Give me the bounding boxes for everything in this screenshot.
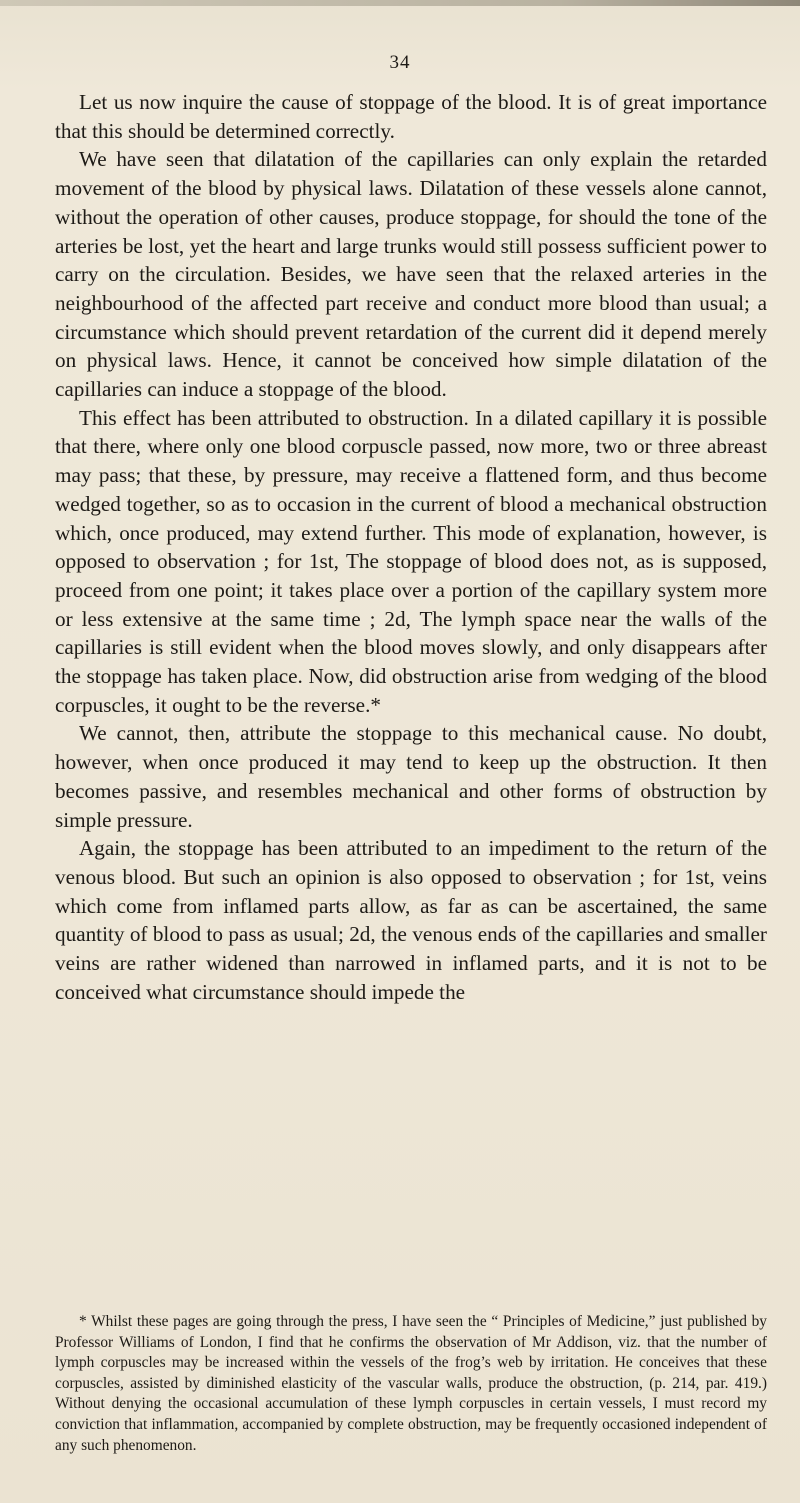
paragraph-4: We cannot, then, attribute the stoppage to this mechanical cause. No doubt, however, when once produced it may tend to keep up the obstruction. It then becomes passive, and resembles mechanical and other forms of obstruction by simple pressure. [55, 721, 767, 832]
paragraph-2: We have seen that dilatation of the capillaries can only explain the retarded movement of the blood by physical laws. Dilatation of these vessels alone cannot, without the operation of other causes, produce stoppage, for should the tone of the arteries be lost, yet the heart and large trunks would still possess sufficient power to carry on the circulation. Besides, we have seen that the relaxed arteries in the neighbourhood of the affected part receive and conduct more blood than usual; a circumstance which should prevent retardation of the current did it depend merely on physical laws. Hence, it cannot be conceived how simple dilatation of the capillaries can induce a stoppage of the blood. [55, 147, 767, 402]
paragraph-1: Let us now inquire the cause of stoppage of the blood. It is of great importance that this should be determined correctly. [55, 90, 767, 143]
page-number: 34 [389, 52, 411, 73]
page-top-edge [0, 0, 800, 6]
footnote [55, 1312, 767, 1456]
footnote-text: * Whilst these pages are going through the press, I have seen the “ Principles of Medicine,” just published by Professor Williams of London, I find that he confirms the observation of Mr Addison, viz. that the number of lymph corpuscles may be increased within the vessels of the frog’s web by irritation. He conceives that these corpuscles, assisted by diminished elasticity of the vascular walls, produce the obstruction, (p. 214, par. 419.) Without denying the occasional accumulation of these lymph corpuscles in certain vessels, I must record my conviction that inflammation, accompanied by complete obstruction, may be frequently occasioned independent of any such phenomenon. [55, 1313, 767, 1454]
paragraph-5: Again, the stoppage has been attributed to an impediment to the return of the venous blood. But such an opinion is also opposed to observation ; for 1st, veins which come from inflamed parts allow, as far as can be ascertained, the same quantity of blood to pass as usual; 2d, the venous ends of the capillaries and smaller veins are rather widened than narrowed in inflamed parts, and it is not to be conceived what circumstance should impede the [55, 836, 767, 1004]
body-text [55, 88, 767, 1007]
paragraph-3: This effect has been attributed to obstruction. In a dilated capillary it is possible that there, where only one blood corpuscle passed, now more, two or three abreast may pass; that these, by pressure, may receive a flattened form, and thus become wedged together, so as to occasion in the current of blood a mechanical obstruction which, once produced, may extend further. This mode of explanation, however, is opposed to observation ; for 1st, The stoppage of blood does not, as is supposed, proceed from one point; it takes place over a portion of the capillary system more or less extensive at the same time ; 2d, The lymph space near the walls of the capillaries is still evident when the blood moves slowly, and only disappears after the stoppage has taken place. Now, did obstruction arise from wedging of the blood corpuscles, it ought to be the reverse.* [55, 405, 767, 717]
